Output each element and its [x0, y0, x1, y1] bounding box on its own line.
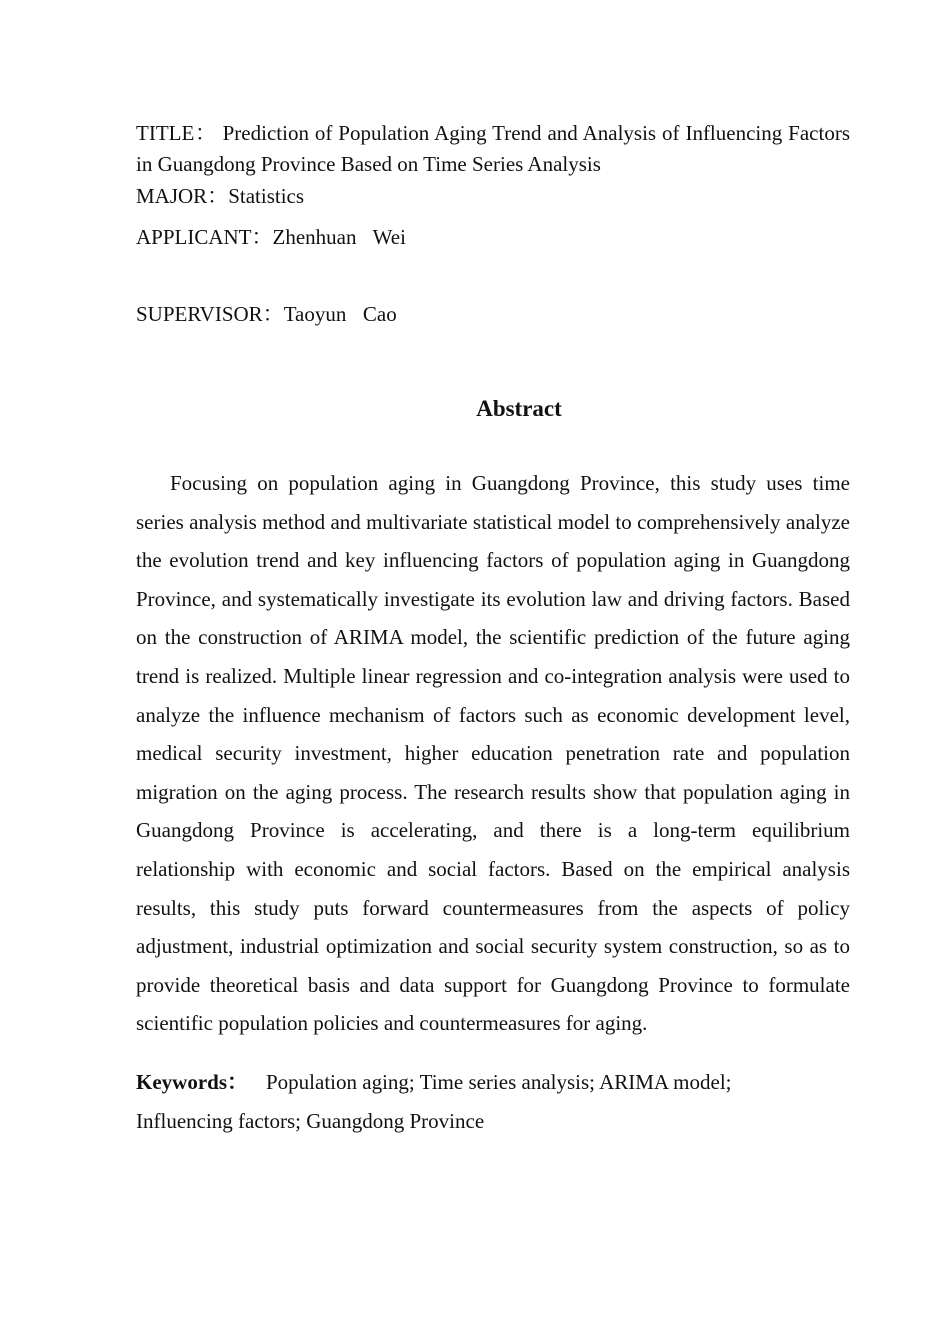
keywords-line-1 [136, 1063, 850, 1102]
keywords-value-1: Population aging; Time series analysis; ARIMA model; [266, 1069, 732, 1094]
abstract-heading: Abstract [476, 396, 562, 421]
keywords-label: Keywords： [136, 1069, 248, 1094]
title-value: Prediction of Population Aging Trend and Analysis of Influencing Factors in Guangdong Province Based on Time Series Analysis [136, 121, 851, 176]
keywords-value-2: Influencing factors; Guangdong Province [136, 1108, 485, 1133]
major-line [136, 181, 850, 212]
applicant-line [136, 222, 850, 253]
applicant-label: APPLICANT： [136, 225, 273, 249]
major-value: Statistics [228, 184, 305, 208]
keywords-line-2 [136, 1102, 850, 1141]
document-page [136, 118, 850, 1140]
abstract-body: Focusing on population aging in Guangdong Province, this study uses time series analysis method and multivariate statistical model to comprehensively analyze the evolution trend and key influencing factors of population aging in Guangdong Province, and systematically investigate its evolution law and driving factors. Based on the construction of ARIMA model, the scientific prediction of the future aging trend is realized. Multiple linear regression and co-integration analysis were used to analyze the influence mechanism of factors such as economic development level, medical security investment, higher education penetration rate and population migration on the aging process. The research results show that population aging in Guangdong Province is accelerating, and there is a long-term equilibrium relationship with economic and social factors. Based on the empirical analysis results, this study puts forward countermeasures from the aspects of policy adjustment, industrial optimization and social security system construction, so as to provide theoretical basis and data support for Guangdong Province to formulate scientific population policies and countermeasures for aging. [136, 471, 850, 1036]
applicant-value: Zhenhuan Wei [272, 225, 406, 249]
supervisor-line [136, 299, 850, 330]
supervisor-value: Taoyun Cao [283, 302, 397, 326]
thesis-title [136, 118, 850, 180]
supervisor-label: SUPERVISOR： [136, 302, 284, 326]
major-label: MAJOR： [136, 184, 229, 208]
keywords [136, 1063, 850, 1140]
title-label: TITLE： [136, 121, 217, 145]
